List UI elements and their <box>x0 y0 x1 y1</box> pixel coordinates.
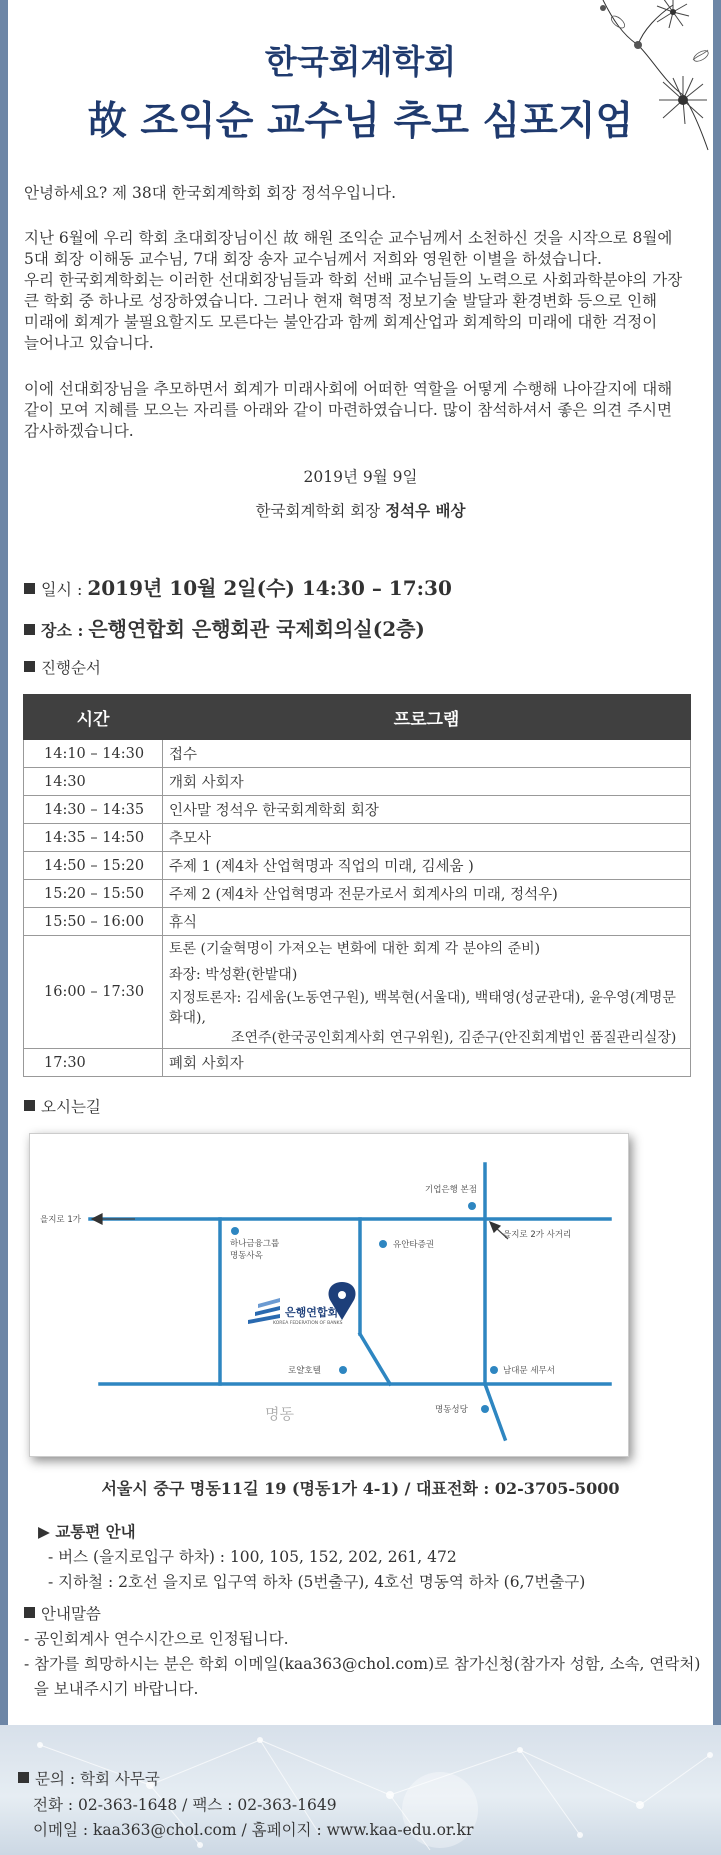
time-cell: 16:00 – 17:30 <box>24 936 163 1049</box>
program-cell <box>163 936 691 1049</box>
text-line: 늘어나고 있습니다. <box>24 334 154 352</box>
text-line: 미래에 회계가 불필요할지도 모른다는 불안감과 함께 회계산업과 회계학의 미래에 대한 걱정이 <box>24 313 658 331</box>
letter-date: 2019년 9월 9일 <box>303 468 418 486</box>
bullet-square-icon <box>18 1772 29 1783</box>
road-mid-diagonal <box>360 1334 390 1384</box>
program-cell: 폐회 사회자 <box>163 1049 691 1077</box>
program-cell: 접수 <box>163 740 691 768</box>
cathedral-dot-icon <box>481 1405 489 1413</box>
contact-label <box>18 1767 160 1789</box>
event-title: 故 조익순 교수님 추모 심포지엄 <box>87 99 634 144</box>
footer <box>0 1725 721 1855</box>
notice-heading <box>24 1602 101 1624</box>
time-cell: 14:30 – 14:35 <box>24 796 163 824</box>
time-cell: 14:35 – 14:50 <box>24 824 163 852</box>
discussion-panel-cont: 조연주(한국공인회계사회 연구위원), 김준구(안진회계법인 품질관리실장) <box>231 1030 677 1046</box>
table-row <box>24 908 691 936</box>
transit-heading <box>38 1520 136 1542</box>
time-cell: 17:30 <box>24 1049 163 1077</box>
program-heading <box>24 656 101 678</box>
map-svg <box>30 1134 628 1456</box>
bullet-square-icon <box>24 624 35 635</box>
notice-line-2: - 참가를 희망하시는 분은 학회 이메일(kaa363@chol.com)로 참가신청(참가자 성함, 소속, 연락처) <box>24 1655 701 1673</box>
label-kfb-sub: KOREA FEDERATION OF BANKS <box>273 1321 343 1326</box>
discussion-topic: 토론 (기술혁명이 가져오는 변화에 대한 회계 각 분야의 준비) <box>169 941 541 957</box>
program-cell: 인사말 정석우 한국회계학회 회장 <box>163 796 691 824</box>
contact-label-text: 문의 : 학회 사무국 <box>35 1770 160 1788</box>
notice-line-1: - 공인회계사 연수시간으로 인정됩니다. <box>24 1630 289 1648</box>
label-royal: 로얄호텔 <box>288 1366 321 1376</box>
label-cathedral: 명동성당 <box>435 1405 468 1415</box>
discussion-chair: 좌장: 박성환(한밭대) <box>169 967 298 983</box>
discussion-panel: 지정토론자: 김세움(노동연구원), 백복현(서울대), 백태영(성균관대), 윤우영(계명문화대), <box>169 990 676 1026</box>
location-map <box>29 1133 629 1457</box>
signature <box>8 499 713 521</box>
column-header-program: 프로그램 <box>163 695 691 740</box>
greeting: 안녕하세요? 제 38대 한국회계학회 회장 정석우입니다. <box>24 184 397 202</box>
time-cell: 14:50 – 15:20 <box>24 852 163 880</box>
column-header-time: 시간 <box>24 695 163 740</box>
arrow-left-icon <box>92 1214 102 1224</box>
text-line: 감사하겠습니다. <box>24 422 134 440</box>
program-cell: 휴식 <box>163 908 691 936</box>
org-title: 한국회계학회 <box>264 42 457 81</box>
label-hana2: 명동사옥 <box>230 1251 263 1261</box>
subway-info: - 지하철 : 2호선 을지로 입구역 하차 (5번출구), 4호선 명동역 하차 (6,7번출구) <box>48 1573 586 1591</box>
yuanta-dot-icon <box>379 1240 387 1248</box>
table-row <box>24 796 691 824</box>
royal-dot-icon <box>339 1366 347 1374</box>
datetime-value: 2019년 10월 2일(수) 14:30 – 17:30 <box>87 576 452 600</box>
notice-line-3: 을 보내주시기 바랍니다. <box>24 1680 199 1698</box>
contact-phone: 전화 : 02-363-1648 / 팩스 : 02-363-1649 <box>33 1796 337 1814</box>
address: 서울시 중구 명동11길 19 (명동1가 4-1) / 대표전화 : 02-3705-5000 <box>101 1479 620 1498</box>
time-cell: 14:10 – 14:30 <box>24 740 163 768</box>
time-cell: 15:20 – 15:50 <box>24 880 163 908</box>
table-row <box>24 880 691 908</box>
contact-email: 이메일 : kaa363@chol.com / 홈페이지 : www.kaa-edu.or.kr <box>33 1821 474 1839</box>
namdaemun-dot-icon <box>490 1366 498 1374</box>
letter-paragraph-1 <box>24 228 696 354</box>
label-kfb: 은행연합회 <box>285 1306 339 1319</box>
label-namdaemun: 남대문 세무서 <box>503 1366 555 1376</box>
bullet-square-icon <box>24 583 35 594</box>
bullet-square-icon <box>24 661 35 672</box>
datetime-row <box>24 572 452 601</box>
time-cell: 14:30 <box>24 768 163 796</box>
label-hana: 하나금융그룹 <box>230 1239 280 1249</box>
bullet-square-icon <box>24 1607 35 1618</box>
table-row <box>24 768 691 796</box>
text-line: 이에 선대회장님을 추모하면서 회계가 미래사회에 어떠한 역할을 어떻게 수행해 나아갈지에 대해 <box>24 380 673 398</box>
text-line: 큰 학회 중 하나로 성장하였습니다. 그러나 현재 혁명적 정보기술 발달과 환경변화 등으로 인해 <box>24 292 658 310</box>
place-row <box>24 613 425 642</box>
text-line: 5대 회장 이해동 교수님, 7대 회장 송자 교수님께서 저희와 영원한 이별을 하셨습니다. <box>24 250 602 268</box>
label-euljiro1: 을지로 1가 <box>40 1215 81 1225</box>
label-yuanta: 유안타증권 <box>393 1240 435 1250</box>
transit-heading-text: 교통편 안내 <box>55 1522 136 1541</box>
flower-decoration-icon <box>543 0 713 170</box>
ibk-dot-icon <box>468 1202 476 1210</box>
label-ibk: 기업은행 본점 <box>425 1185 477 1195</box>
datetime-label: 일시 : <box>41 580 83 599</box>
signature-name: 정석우 배상 <box>385 501 466 520</box>
label-euljiro2: 을지로 2가 사거리 <box>503 1230 572 1240</box>
letter-paragraph-2 <box>24 379 696 442</box>
program-cell: 주제 1 (제4차 산업혁명과 직업의 미래, 김세움 ) <box>163 852 691 880</box>
table-row <box>24 1049 691 1077</box>
program-table <box>23 694 691 1077</box>
table-row <box>24 824 691 852</box>
hana-dot-icon <box>231 1227 239 1235</box>
table-row <box>24 852 691 880</box>
place-label: 장소 : <box>41 621 84 640</box>
table-row <box>24 740 691 768</box>
notice-heading-text: 안내말씀 <box>41 1605 101 1623</box>
directions-heading-text: 오시는길 <box>41 1098 101 1116</box>
triangle-bullet-icon: ▶ <box>38 1522 50 1541</box>
table-header-row <box>24 695 691 740</box>
program-heading-text: 진행순서 <box>41 659 101 677</box>
time-cell: 15:50 – 16:00 <box>24 908 163 936</box>
program-cell: 추모사 <box>163 824 691 852</box>
bullet-square-icon <box>24 1100 35 1111</box>
bus-info: - 버스 (을지로입구 하차) : 100, 105, 152, 202, 261, 472 <box>48 1548 457 1566</box>
directions-heading <box>24 1095 101 1117</box>
program-cell: 개회 사회자 <box>163 768 691 796</box>
signature-prefix: 한국회계학회 회장 <box>255 502 381 520</box>
table-row-discussion <box>24 936 691 1049</box>
place-value: 은행연합회 은행회관 국제회의실(2층) <box>88 617 425 641</box>
label-myeongdong: 명동 <box>265 1405 294 1423</box>
text-line: 지난 6월에 우리 학회 초대회장님이신 故 해원 조익순 교수님께서 소천하신 것을 시작으로 8월에 <box>24 229 673 247</box>
text-line: 우리 한국회계학회는 이러한 선대회장님들과 학회 선배 교수님들의 노력으로 사회과학분야의 가장 <box>24 271 683 289</box>
left-border <box>0 0 8 1725</box>
text-line: 같이 모여 지혜를 모으는 자리를 아래와 같이 마련하였습니다. 많이 참석하셔서 좋은 의견 주시면 <box>24 401 673 419</box>
program-cell: 주제 2 (제4차 산업혁명과 전문가로서 회계사의 미래, 정석우) <box>163 880 691 908</box>
right-border <box>713 0 721 1725</box>
